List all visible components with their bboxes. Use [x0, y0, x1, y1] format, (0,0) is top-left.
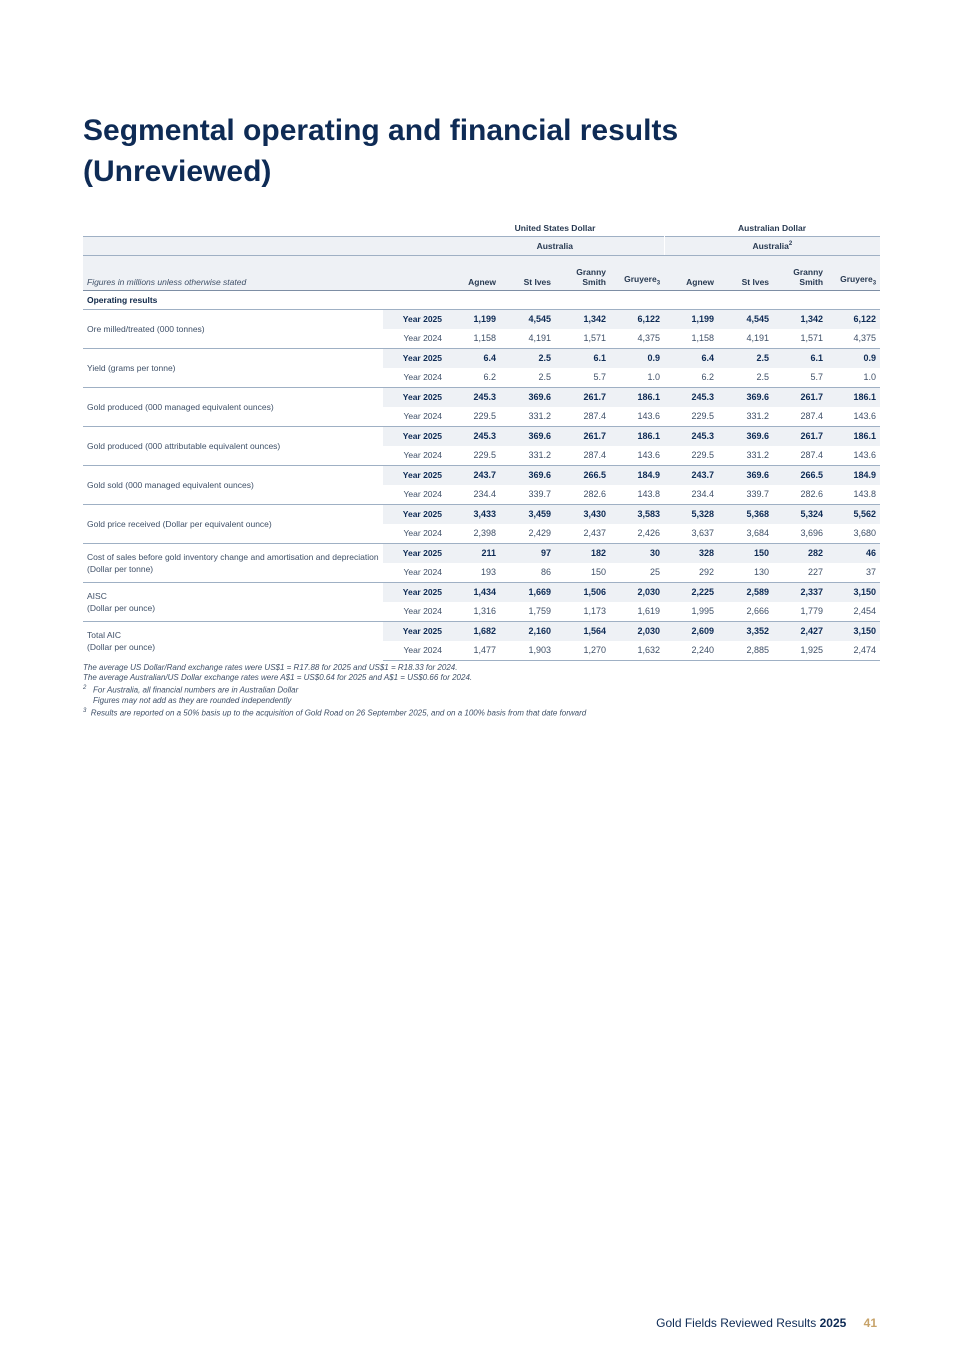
cell-value: 1,199 [664, 309, 718, 329]
cell-value: 2.5 [500, 368, 555, 388]
cell-value: 261.7 [773, 426, 827, 446]
cell-value: 4,545 [500, 309, 555, 329]
col-agnew-usd: Agnew [446, 255, 500, 290]
cell-value: 245.3 [664, 387, 718, 407]
cell-value: 186.1 [827, 387, 880, 407]
cell-value: 5.7 [773, 368, 827, 388]
cell-value: 5,562 [827, 504, 880, 524]
col-gruyere-aud: Gruyere$_3$ [827, 255, 880, 290]
table-row [83, 387, 880, 407]
year-label: Year 2025 [383, 387, 446, 407]
cell-value: 143.6 [827, 407, 880, 427]
cell-value: 1,779 [773, 602, 827, 622]
aud-region-header: Australia$^2$ [664, 236, 880, 255]
cell-value: 3,680 [827, 524, 880, 544]
cell-value: 229.5 [664, 407, 718, 427]
cell-value: 369.6 [718, 426, 773, 446]
cell-value: 261.7 [773, 387, 827, 407]
cell-value: 6.4 [446, 348, 500, 368]
cell-value: 287.4 [555, 407, 610, 427]
cell-value: 1,342 [773, 309, 827, 329]
cell-value: 2,398 [446, 524, 500, 544]
cell-value: 2,474 [827, 641, 880, 661]
table-row [83, 621, 880, 641]
cell-value: 30 [610, 543, 664, 563]
cell-value: 186.1 [610, 387, 664, 407]
table-row [83, 309, 880, 329]
cell-value: 1,506 [555, 582, 610, 602]
year-label: Year 2024 [383, 485, 446, 505]
currency-header-row [83, 221, 880, 236]
cell-value: 1,995 [664, 602, 718, 622]
cell-value: 186.1 [827, 426, 880, 446]
cell-value: 3,430 [555, 504, 610, 524]
col-granny-smith-usd: Granny Smith [555, 255, 610, 290]
table-row [83, 426, 880, 446]
cell-value: 1,158 [446, 329, 500, 349]
note-rounding: Figures may not add as they are rounded independently [93, 695, 292, 705]
cell-value: 143.8 [610, 485, 664, 505]
cell-value: 6.1 [555, 348, 610, 368]
cell-value: 243.7 [446, 465, 500, 485]
cell-value: 287.4 [555, 446, 610, 466]
footnotes [83, 663, 883, 718]
cell-value: 234.4 [664, 485, 718, 505]
cell-value: 229.5 [446, 446, 500, 466]
cell-value: 150 [718, 543, 773, 563]
cell-value: 2,225 [664, 582, 718, 602]
cell-value: 1,342 [555, 309, 610, 329]
cell-value: 266.5 [773, 465, 827, 485]
cell-value: 1,316 [446, 602, 500, 622]
cell-value: 2,589 [718, 582, 773, 602]
cell-value: 1,632 [610, 641, 664, 661]
cell-value: 3,696 [773, 524, 827, 544]
cell-value: 331.2 [718, 407, 773, 427]
cell-value: 1.0 [610, 368, 664, 388]
cell-value: 2.5 [500, 348, 555, 368]
cell-value: 6.1 [773, 348, 827, 368]
cell-value: 3,583 [610, 504, 664, 524]
cell-value: 369.6 [500, 426, 555, 446]
year-label: Year 2024 [383, 446, 446, 466]
col-st-ives-usd: St Ives [500, 255, 555, 290]
year-label: Year 2025 [383, 504, 446, 524]
cell-value: 245.3 [446, 387, 500, 407]
cell-value: 261.7 [555, 387, 610, 407]
table-row [83, 348, 880, 368]
cell-value: 184.9 [827, 465, 880, 485]
note-gold-road: $^3$ Results are reported on a 50% basis up to the acquisition of Gold Road on 26 September 2025, and on a 100% basis from that date forward [83, 707, 587, 718]
cell-value: 1,571 [555, 329, 610, 349]
cell-value: 1,564 [555, 621, 610, 641]
cell-value: 234.4 [446, 485, 500, 505]
cell-value: 266.5 [555, 465, 610, 485]
cell-value: 6.2 [446, 368, 500, 388]
cell-value: 331.2 [718, 446, 773, 466]
cell-value: 282.6 [773, 485, 827, 505]
cell-value: 282 [773, 543, 827, 563]
page-number: 41 [863, 1316, 877, 1330]
cell-value: 245.3 [664, 426, 718, 446]
cell-value: 143.6 [610, 407, 664, 427]
cell-value: 193 [446, 563, 500, 583]
cell-value: 229.5 [446, 407, 500, 427]
year-label: Year 2025 [383, 426, 446, 446]
cell-value: 369.6 [500, 387, 555, 407]
cell-value: 261.7 [555, 426, 610, 446]
cell-value: 2,454 [827, 602, 880, 622]
cell-value: 143.8 [827, 485, 880, 505]
cell-value: 5,324 [773, 504, 827, 524]
table-row [83, 504, 880, 524]
cell-value: 2,885 [718, 641, 773, 661]
usd-region-header: Australia [446, 236, 664, 255]
footer-text: Gold Fields Reviewed Results [656, 1316, 817, 1330]
cell-value: 3,684 [718, 524, 773, 544]
cell-value: 3,150 [827, 582, 880, 602]
cell-value: 46 [827, 543, 880, 563]
col-gruyere-usd: Gruyere$_3$ [610, 255, 664, 290]
cell-value: 1,434 [446, 582, 500, 602]
footer-year: 2025 [819, 1316, 847, 1330]
cell-value: 2,666 [718, 602, 773, 622]
row-label: AISC (Dollar per ounce) [83, 582, 383, 621]
title-line-2: (Unreviewed) [83, 155, 272, 188]
cell-value: 339.7 [718, 485, 773, 505]
cell-value: 143.6 [610, 446, 664, 466]
year-label: Year 2024 [383, 524, 446, 544]
cell-value: 331.2 [500, 446, 555, 466]
cell-value: 6,122 [827, 309, 880, 329]
cell-value: 369.6 [718, 465, 773, 485]
cell-value: 2,609 [664, 621, 718, 641]
column-header-row [83, 255, 880, 290]
cell-value: 282.6 [555, 485, 610, 505]
cell-value: 97 [500, 543, 555, 563]
region-header-row [83, 236, 880, 255]
col-granny-smith-aud: Granny Smith [773, 255, 827, 290]
cell-value: 3,150 [827, 621, 880, 641]
cell-value: 86 [500, 563, 555, 583]
cell-value: 143.6 [827, 446, 880, 466]
cell-value: 1,903 [500, 641, 555, 661]
cell-value: 150 [555, 563, 610, 583]
cell-value: 369.6 [500, 465, 555, 485]
cell-value: 1,173 [555, 602, 610, 622]
cell-value: 2.5 [718, 348, 773, 368]
cell-value: 287.4 [773, 407, 827, 427]
note-usd-rand: The average US Dollar/Rand exchange rates were US$1 = R17.88 for 2025 and US$1 = R18.33 for 2024. [83, 663, 458, 672]
table-body [83, 221, 880, 660]
cell-value: 339.7 [500, 485, 555, 505]
cell-value: 331.2 [500, 407, 555, 427]
cell-value: 4,375 [827, 329, 880, 349]
cell-value: 5.7 [555, 368, 610, 388]
cell-value: 2,240 [664, 641, 718, 661]
cell-value: 0.9 [827, 348, 880, 368]
year-label: Year 2025 [383, 348, 446, 368]
cell-value: 2,030 [610, 621, 664, 641]
cell-value: 1,682 [446, 621, 500, 641]
cell-value: 2.5 [718, 368, 773, 388]
cell-value: 186.1 [610, 426, 664, 446]
cell-value: 3,459 [500, 504, 555, 524]
cell-value: 287.4 [773, 446, 827, 466]
row-label: Gold produced (000 attributable equivalent ounces) [83, 426, 383, 465]
year-label: Year 2024 [383, 602, 446, 622]
cell-value: 1,669 [500, 582, 555, 602]
cell-value: 184.9 [610, 465, 664, 485]
cell-value: 130 [718, 563, 773, 583]
cell-value: 369.6 [718, 387, 773, 407]
cell-value: 2,429 [500, 524, 555, 544]
row-label: Gold price received (Dollar per equivalent ounce) [83, 504, 383, 543]
cell-value: 5,368 [718, 504, 773, 524]
cell-value: 1,759 [500, 602, 555, 622]
cell-value: 4,191 [718, 329, 773, 349]
cell-value: 1,270 [555, 641, 610, 661]
note-aud-usd: The average Australian/US Dollar exchange rates were A$1 = US$0.64 for 2025 and A$1 = US$0.66 for 2024. [83, 673, 473, 682]
row-label: Cost of sales before gold inventory change and amortisation and depreciation (Dollar per tonne) [83, 543, 383, 582]
cell-value: 243.7 [664, 465, 718, 485]
row-label: Ore milled/treated (000 tonnes) [83, 309, 383, 348]
section-header-row [83, 290, 880, 309]
col-st-ives-aud: St Ives [718, 255, 773, 290]
cell-value: 1,477 [446, 641, 500, 661]
cell-value: 4,545 [718, 309, 773, 329]
results-table [83, 221, 880, 661]
row-label: Total AIC (Dollar per ounce) [83, 621, 383, 660]
year-label: Year 2025 [383, 465, 446, 485]
cell-value: 2,337 [773, 582, 827, 602]
cell-value: 1,158 [664, 329, 718, 349]
year-label: Year 2024 [383, 368, 446, 388]
cell-value: 6,122 [610, 309, 664, 329]
cell-value: 1,571 [773, 329, 827, 349]
cell-value: 2,160 [500, 621, 555, 641]
cell-value: 6.4 [664, 348, 718, 368]
table-row [83, 465, 880, 485]
cell-value: 1,925 [773, 641, 827, 661]
page-title [83, 110, 843, 192]
usd-group-header: United States Dollar [514, 223, 596, 234]
year-label: Year 2025 [383, 582, 446, 602]
cell-value: 245.3 [446, 426, 500, 446]
section-title: Operating results [83, 290, 880, 309]
row-label: Yield (grams per tonne) [83, 348, 383, 387]
col-agnew-aud: Agnew [664, 255, 718, 290]
cell-value: 229.5 [664, 446, 718, 466]
cell-value: 4,191 [500, 329, 555, 349]
cell-value: 227 [773, 563, 827, 583]
year-label: Year 2025 [383, 309, 446, 329]
title-line-1: Segmental operating and financial results [83, 114, 679, 147]
cell-value: 37 [827, 563, 880, 583]
cell-value: 2,427 [773, 621, 827, 641]
cell-value: 182 [555, 543, 610, 563]
cell-value: 1,619 [610, 602, 664, 622]
year-label: Year 2024 [383, 641, 446, 661]
cell-value: 2,437 [555, 524, 610, 544]
row-label: Gold produced (000 managed equivalent ounces) [83, 387, 383, 426]
cell-value: 6.2 [664, 368, 718, 388]
row-label: Gold sold (000 managed equivalent ounces) [83, 465, 383, 504]
year-label: Year 2024 [383, 563, 446, 583]
year-label: Year 2025 [383, 621, 446, 641]
page-footer [656, 1316, 877, 1330]
note-australia-currency: $^2$ For Australia, all financial numbers are in Australian Dollar [83, 685, 299, 695]
cell-value: 211 [446, 543, 500, 563]
cell-value: 2,030 [610, 582, 664, 602]
cell-value: 3,433 [446, 504, 500, 524]
figures-note: Figures in millions unless otherwise stated [83, 255, 446, 290]
table-row [83, 582, 880, 602]
cell-value: 2,426 [610, 524, 664, 544]
aud-group-header: Australian Dollar [738, 223, 807, 234]
cell-value: 3,352 [718, 621, 773, 641]
year-label: Year 2024 [383, 329, 446, 349]
cell-value: 328 [664, 543, 718, 563]
cell-value: 292 [664, 563, 718, 583]
cell-value: 4,375 [610, 329, 664, 349]
year-label: Year 2024 [383, 407, 446, 427]
results-table-wrapper [83, 221, 880, 661]
cell-value: 25 [610, 563, 664, 583]
cell-value: 5,328 [664, 504, 718, 524]
cell-value: 1,199 [446, 309, 500, 329]
year-label: Year 2025 [383, 543, 446, 563]
table-row [83, 543, 880, 563]
cell-value: 3,637 [664, 524, 718, 544]
cell-value: 0.9 [610, 348, 664, 368]
cell-value: 1.0 [827, 368, 880, 388]
